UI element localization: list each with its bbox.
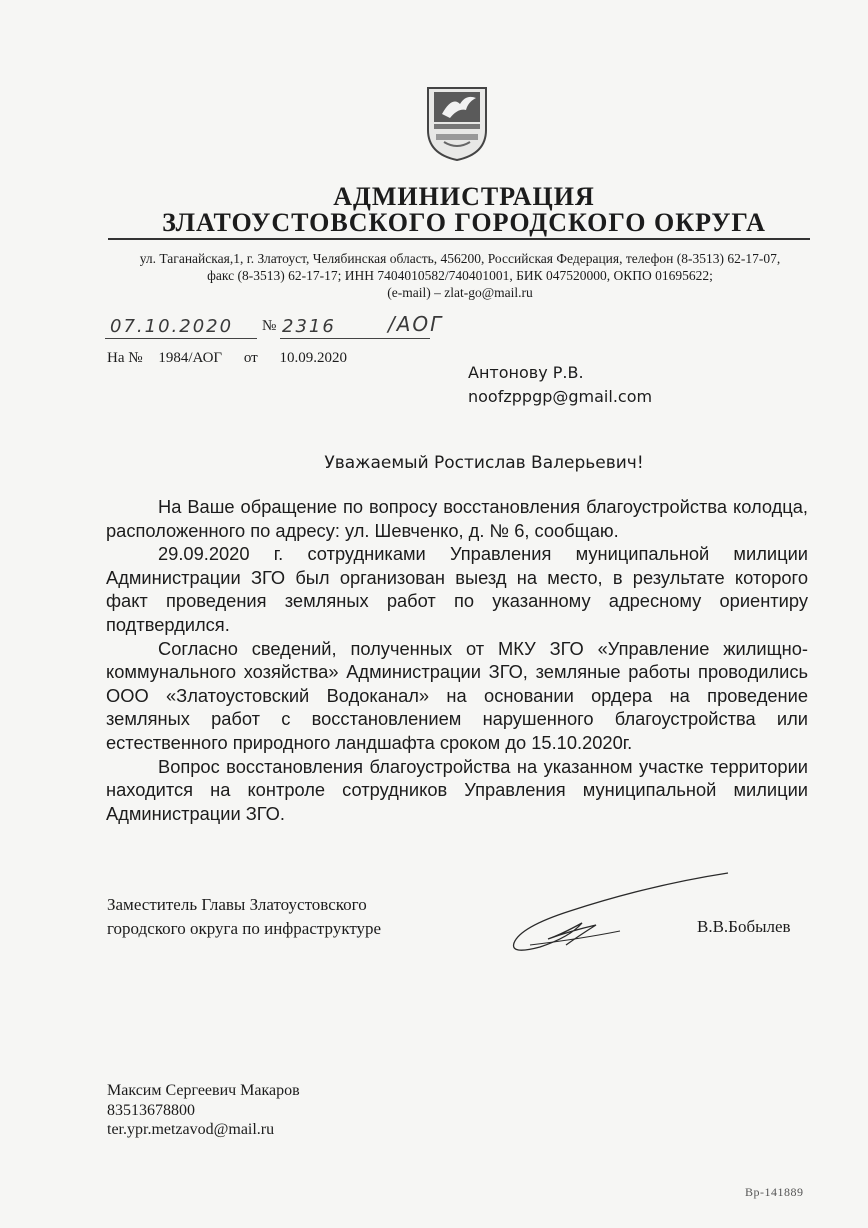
- reference-line: [107, 350, 347, 367]
- executor-block: [107, 1081, 300, 1140]
- org-contacts: [100, 250, 820, 301]
- signer-position-line: Заместитель Главы Златоустовского: [107, 895, 367, 914]
- executor-phone: 83513678800: [107, 1101, 195, 1119]
- salutation: Уважаемый Ростислав Валерьевич!: [324, 453, 644, 473]
- addressee-name: Антонову Р.В.: [468, 363, 584, 382]
- contacts-line: ул. Таганайская,1, г. Златоуст, Челябинская область, 456200, Российская Федерация, телефон (8-3513) 62-17-07,: [139, 251, 781, 266]
- letter-body: [106, 495, 808, 825]
- reference-number: 1984/АОГ: [158, 350, 223, 366]
- outgoing-number-sign: №: [262, 318, 277, 334]
- body-paragraph: Согласно сведений, полученных от МКУ ЗГО «Управление жилищно-коммунального хозяйства» Администрации ЗГО, земляные работы проводились ООО «Златоустовский Водоканал» на основании ордера на проведение земляных работ с восстановлением нарушенного благоустройства или естественного природного ландшафта сроком до 15.10.2020г.: [106, 637, 808, 753]
- executor-email: ter.ypr.metzavod@mail.ru: [107, 1121, 275, 1138]
- document-code: Вр-141889: [745, 1185, 804, 1199]
- handwritten-signature: [500, 865, 740, 960]
- reference-from: от: [243, 350, 258, 366]
- body-paragraph: Вопрос восстановления благоустройства на указанном участке территории находится на контроле сотрудников Управления муниципальной милиции Администрации ЗГО.: [106, 755, 808, 824]
- outgoing-date: 07.10.2020: [110, 316, 234, 337]
- org-title-line2: ЗЛАТОУСТОВСКОГО ГОРОДСКОГО ОКРУГА: [162, 208, 766, 237]
- body-paragraph: На Ваше обращение по вопросу восстановления благоустройства колодца, расположенного по адресу: ул. Шевченко, д. № 6, сообщаю.: [106, 496, 808, 541]
- body-paragraph: 29.09.2020 г. сотрудниками Управления муниципальной милиции Администрации ЗГО был организован выезд на место, в результате которого факт проведения земляных работ по указанному адресному ориентиру подтвердился.: [106, 543, 808, 635]
- reference-prefix: На №: [107, 350, 143, 366]
- reference-date: 10.09.2020: [279, 350, 347, 366]
- number-underline: [280, 338, 430, 339]
- signer-position: [107, 893, 381, 941]
- addressee-block: [468, 361, 652, 409]
- date-underline: [105, 338, 257, 339]
- signer-name: В.В.Бобылев: [697, 917, 791, 936]
- contacts-line: (e-mail) – zlat-go@mail.ru: [387, 285, 533, 300]
- addressee-email: noofzppgp@gmail.com: [468, 387, 653, 406]
- executor-name: Максим Сергеевич Макаров: [107, 1082, 300, 1099]
- outgoing-dept-code: /АОГ: [388, 312, 444, 336]
- header-divider: [108, 238, 810, 240]
- city-coat-of-arms-icon: [422, 82, 492, 162]
- contacts-line: факс (8-3513) 62-17-17; ИНН 7404010582/740401001, БИК 047520000, ОКПО 01695622;: [207, 268, 713, 283]
- org-title-line1: АДМИНИСТРАЦИЯ: [333, 182, 595, 211]
- signer-position-line: городского округа по инфраструктуре: [107, 919, 382, 938]
- outgoing-number: 2316: [282, 316, 336, 337]
